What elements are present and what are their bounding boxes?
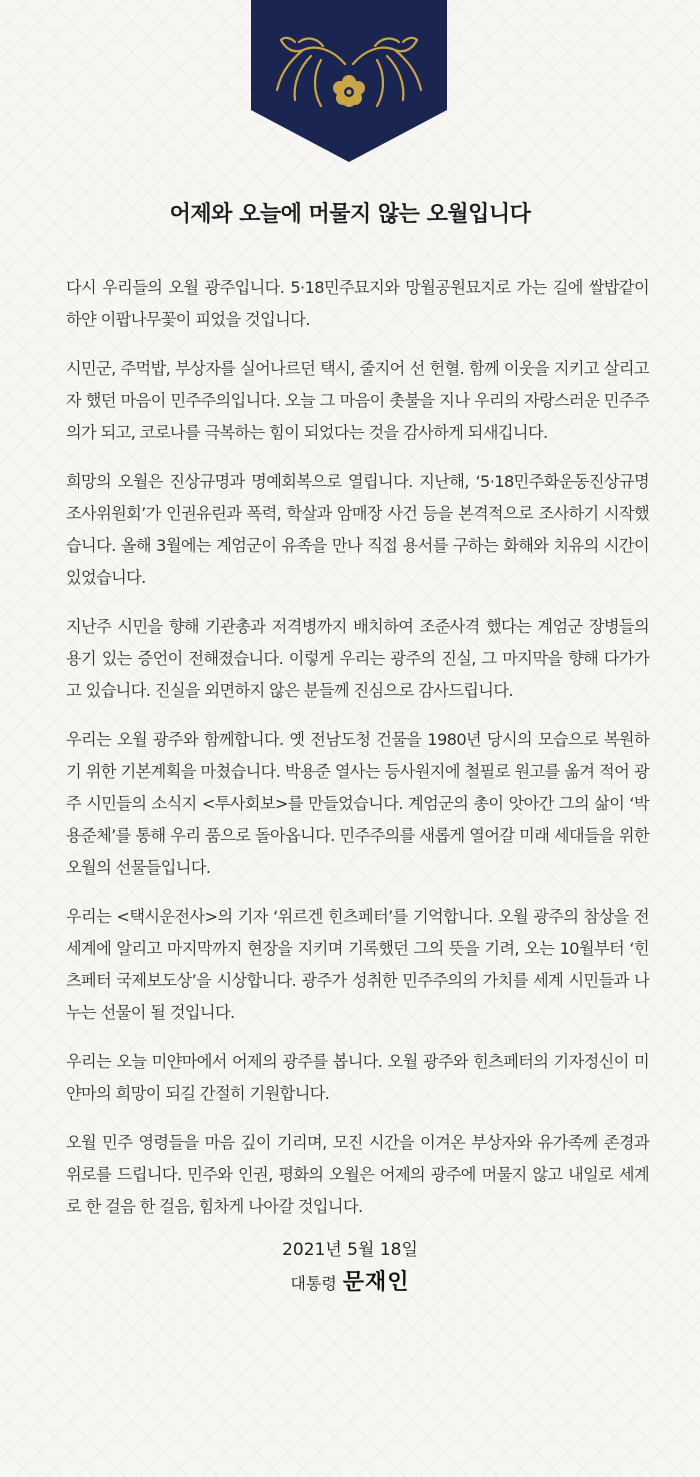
- paragraph: 우리는 오늘 미얀마에서 어제의 광주를 봅니다. 오월 광주와 힌츠페터의 기자정신이 미얀마의 희망이 되길 간절히 기원합니다.: [66, 1052, 649, 1103]
- paragraph: 다시 우리들의 오월 광주입니다. 5·18민주묘지와 망월공원묘지로 가는 길에 쌀밥같이 하얀 이팝나무꽃이 피었을 것입니다.: [66, 278, 649, 329]
- paragraph: 우리는 <택시운전사>의 기자 ‘위르겐 힌츠페터’를 기억합니다. 오월 광주의 참상을 전 세계에 알리고 마지막까지 현장을 지키며 기록했던 그의 뜻을 기려, 오는 10월부터 ‘힌츠페터 국제보도상’을 시상합니다. 광주가 성취한 민주주의의 가치를 세계 시민들과 나누는 선물이 될 것입니다.: [66, 907, 649, 1022]
- paragraph: 시민군, 주먹밥, 부상자를 실어나르던 택시, 줄지어 선 헌혈. 함께 이웃을 지키고 살리고자 했던 마음이 민주주의입니다. 오늘 그 마음이 촛불을 지나 우리의 자랑스러운 민주주의가 되고, 코로나를 극복하는 힘이 되었다는 것을 감사하게 되새깁니다.: [66, 359, 649, 442]
- signature-block: [0, 1235, 700, 1301]
- paragraph: 지난주 시민을 향해 기관총과 저격병까지 배치하여 조준사격 했다는 계엄군 장병들의 용기 있는 증언이 전해졌습니다. 이렇게 우리는 광주의 진실, 그 마지막을 향해 다가가고 있습니다. 진실을 외면하지 않은 분들께 진심으로 감사드립니다.: [66, 617, 649, 700]
- page-title: 어제와 오늘에 머물지 않는 오월입니다: [169, 202, 531, 227]
- signature-date: 2021년 5월 18일: [282, 1240, 418, 1260]
- letter-body: [66, 272, 649, 1240]
- presidential-emblem-icon: [251, 0, 447, 162]
- paragraph: 오월 민주 영령들을 마음 깊이 기리며, 모진 시간을 이겨온 부상자와 유가족께 존경과 위로를 드립니다. 민주와 인권, 평화의 오월은 어제의 광주에 머물지 않고 내일로 세계로 한 걸음 한 걸음, 힘차게 나아갈 것입니다.: [66, 1133, 649, 1216]
- paragraph: 우리는 오월 광주와 함께합니다. 옛 전남도청 건물을 1980년 당시의 모습으로 복원하기 위한 기본계획을 마쳤습니다. 박용준 열사는 등사원지에 철필로 원고를 옮겨 적어 광주 시민들의 소식지 <투사회보>를 만들었습니다. 계엄군의 총이 앗아간 그의 삶이 ‘박용준체’를 통해 우리 품으로 돌아옵니다. 민주주의를 새롭게 열어갈 미래 세대들을 위한 오월의 선물들입니다.: [66, 730, 650, 877]
- paragraph: 희망의 오월은 진상규명과 명예회복으로 열립니다. 지난해, ‘5·18민주화운동진상규명조사위원회’가 인권유린과 폭력, 학살과 암매장 사건 등을 본격적으로 조사하기 시작했습니다. 올해 3월에는 계엄군이 유족을 만나 직접 용서를 구하는 화해와 치유의 시간이 있었습니다.: [66, 472, 649, 587]
- signer-name: 문재인: [342, 1269, 410, 1295]
- signer-line: [0, 1265, 700, 1301]
- signer-role: 대통령: [290, 1274, 337, 1293]
